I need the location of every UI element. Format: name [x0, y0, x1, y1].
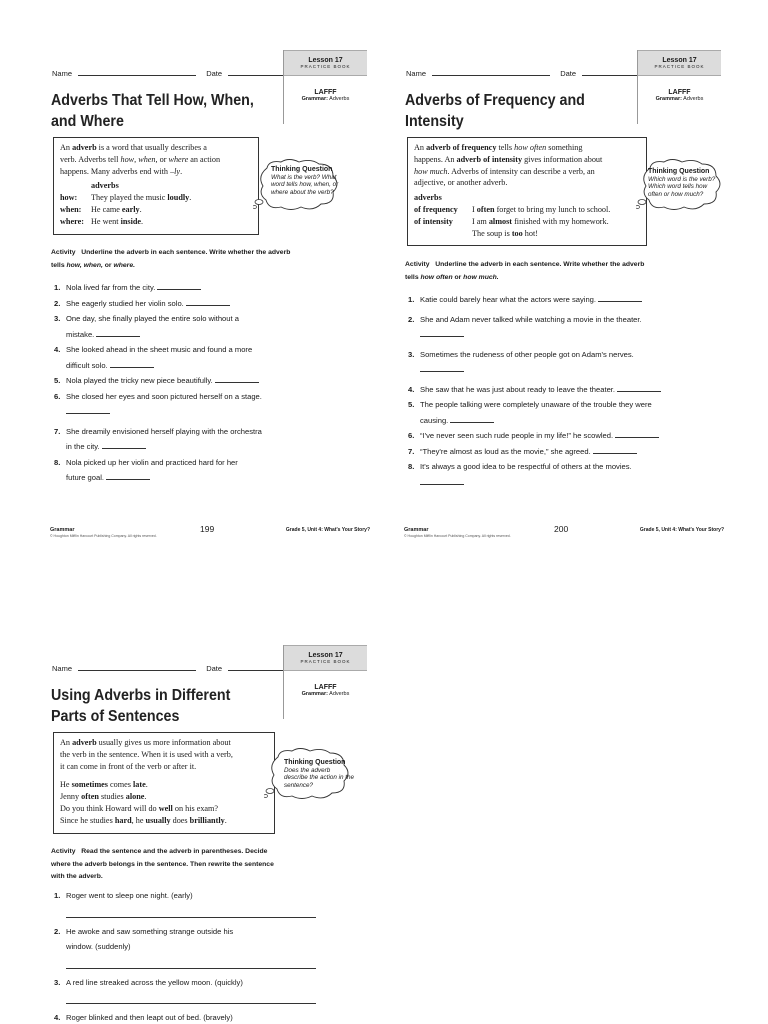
list-item: 3. One day, she finally played the entire solo without a mistake. — [54, 314, 239, 339]
example-row: where: He went inside. — [60, 216, 144, 226]
list-item: 4. Roger blinked and then leapt out of bed. (bravely) — [54, 1013, 233, 1022]
lafff-label: LAFFF — [668, 89, 691, 96]
list-item: 4. She saw that he was just about ready to leave the theater. — [404, 382, 714, 398]
answer-line[interactable] — [66, 904, 316, 918]
thinking-question-bubble — [636, 158, 724, 220]
name-field[interactable] — [78, 69, 196, 76]
list-item: 8. Nola picked up her violin and practiced hard for her future goal. — [54, 457, 238, 482]
answer-blank[interactable] — [598, 294, 642, 302]
list-item: 8. It's always a good idea to be respectful of others at the movies. — [404, 459, 714, 490]
thinking-question-text: What is the verb? What word tells how, when, or where about the verb? — [271, 173, 339, 196]
thinking-question-label: Thinking Question — [271, 166, 333, 173]
grammar-topic: Grammar: Adverbs — [301, 691, 350, 697]
practice-book-label: PRACTICE BOOK — [300, 64, 351, 69]
exercise-list — [404, 292, 714, 490]
copyright: © Houghton Mifflin Harcourt Publishing Company. All rights reserved. — [50, 534, 157, 538]
list-item: 4. She looked ahead in the sheet music and found a more difficult solo. — [54, 345, 253, 370]
list-item: 1. Katie could barely hear what the actors were saying. — [404, 292, 714, 308]
page-title: Using Adverbs in Different Parts of Sentences — [51, 687, 231, 725]
list-item: 7. “They're almost as loud as the movie,” she agreed. — [404, 444, 714, 460]
lafff-label: LAFFF — [314, 684, 337, 691]
list-item: 2. He awoke and saw something strange outside his window. (suddenly) — [50, 924, 320, 969]
footer-grade: Grade 5, Unit 4: What's Your Story? — [285, 527, 370, 533]
list-item: 3. Sometimes the rudeness of other people got on Adam's nerves. — [404, 347, 714, 378]
lesson-number: Lesson 17 — [308, 57, 343, 64]
thinking-question-text: Which word is the verb? Which word tells how often or how much? — [648, 175, 716, 198]
list-item: 5. Nola played the tricky new piece beautifully. — [50, 373, 290, 389]
answer-blank[interactable] — [420, 329, 464, 337]
worksheet-page-200 — [404, 50, 724, 538]
answer-blank[interactable] — [186, 298, 230, 306]
name-date-line — [406, 69, 648, 78]
worksheet-page-201 — [50, 645, 370, 1024]
page-title: Adverbs That Tell How, When, and Where — [51, 92, 254, 130]
activity-instructions: Activity Underline the adverb in each sentence. Write whether the adverb tells how often or how much. — [405, 261, 645, 281]
answer-blank[interactable] — [157, 282, 201, 290]
answer-blank[interactable] — [593, 446, 637, 454]
grammar-topic: Grammar: Adverbs — [655, 96, 704, 102]
answer-blank[interactable] — [96, 329, 140, 337]
exercise-list — [50, 280, 290, 486]
grammar-topic: Grammar: Adverbs — [301, 96, 350, 102]
list-item: 5. The people talking were completely unaware of the trouble they were causing. — [408, 400, 652, 425]
name-label: Name — [406, 69, 427, 78]
rule-box: An adverb usually gives us more information about the verb in the sentence. When it is used with a verb, it can come in front of the verb or after it. He sometimes comes late. Jenny often studies alone. Do you think Howard will do well on his exam? Since he studies hard, he usually does brilliantly. — [53, 732, 275, 834]
list-item: 2. She and Adam never talked while watching a movie in the theater. — [404, 312, 714, 343]
worksheet-page-199 — [50, 50, 370, 538]
answer-blank[interactable] — [420, 364, 464, 372]
thinking-question-bubble — [264, 747, 355, 809]
name-date-line — [52, 69, 294, 78]
answer-blank[interactable] — [102, 441, 146, 449]
lesson-tab — [637, 50, 721, 124]
page-number: 199 — [200, 524, 215, 534]
date-label: Date — [206, 664, 223, 673]
practice-book-label: PRACTICE BOOK — [300, 659, 351, 664]
lesson-number: Lesson 17 — [662, 57, 697, 64]
list-item: 3. A red line streaked across the yellow moon. (quickly) — [50, 975, 320, 1005]
answer-blank[interactable] — [110, 360, 154, 368]
list-item: 1. Roger went to sleep one night. (early) — [50, 888, 320, 918]
date-label: Date — [206, 69, 223, 78]
page-number: 200 — [554, 524, 569, 534]
copyright: © Houghton Mifflin Harcourt Publishing Company. All rights reserved. — [404, 534, 511, 538]
thinking-question-label: Thinking Question — [284, 759, 346, 766]
example-header: adverbs — [91, 181, 119, 191]
list-item: 2. She eagerly studied her violin solo. — [50, 296, 290, 312]
answer-blank[interactable] — [420, 477, 464, 485]
answer-blank[interactable] — [615, 430, 659, 438]
footer-subject: Grammar — [404, 527, 429, 533]
activity-instructions: Activity Underline the adverb in each sentence. Write whether the adverb tells how, when, or where. — [51, 249, 291, 269]
thinking-question-text: Does the adverb describe the action in the sentence? — [284, 766, 355, 789]
example-row: when: He came early. — [60, 204, 142, 214]
answer-blank[interactable] — [617, 384, 661, 392]
page-title: Adverbs of Frequency and Intensity — [405, 92, 585, 130]
name-label: Name — [52, 69, 73, 78]
lafff-label: LAFFF — [314, 89, 337, 96]
practice-book-label: PRACTICE BOOK — [654, 64, 705, 69]
list-item: 1. Nola lived far from the city. — [50, 280, 290, 296]
activity-instructions: Activity Read the sentence and the adverb in parentheses. Decide where the adverb belongs in the sentence. Then rewrite the sentence with the adverb. — [51, 848, 274, 880]
answer-blank[interactable] — [106, 472, 150, 480]
name-label: Name — [52, 664, 73, 673]
list-item: 6. She closed her eyes and soon pictured herself on a stage. — [50, 389, 290, 420]
rule-box: An adverb of frequency tells how often something happens. An adverb of intensity gives information about how much. Adverbs of intensity can describe a verb, an adjective, or another adverb. adverbs of frequency I often forget to bring my lunch to school. of intensity I am almost finished with my homework. The soup is too hot! — [407, 137, 647, 246]
answer-blank[interactable] — [215, 375, 259, 383]
date-label: Date — [560, 69, 577, 78]
answer-blank[interactable] — [450, 415, 494, 423]
thinking-question-label: Thinking Question — [648, 168, 710, 175]
answer-blank[interactable] — [66, 406, 110, 414]
list-item: 7. She dreamily envisioned herself playing with the orchestra in the city. — [54, 426, 262, 451]
name-date-line — [52, 664, 294, 673]
name-field[interactable] — [78, 664, 196, 671]
example-row: how: They played the music loudly. — [60, 193, 192, 203]
answer-line[interactable] — [66, 990, 316, 1004]
footer-grade: Grade 5, Unit 4: What's Your Story? — [639, 527, 724, 533]
lesson-tab — [283, 645, 367, 719]
thinking-question-bubble — [253, 158, 341, 220]
exercise-list — [50, 888, 320, 1024]
list-item: 6. “I've never seen such rude people in my life!” he scowled. — [404, 428, 714, 444]
lesson-tab — [283, 50, 367, 124]
answer-line[interactable] — [66, 955, 316, 969]
footer-subject: Grammar — [50, 527, 75, 533]
lesson-number: Lesson 17 — [308, 652, 343, 659]
rule-box: An adverb is a word that usually describes a verb. Adverbs tell how, when, or where an action happens. Many adverbs end with –ly. adverbs how: They played the music loudly. when: He came early. where: He went inside. — [53, 137, 259, 235]
name-field[interactable] — [432, 69, 550, 76]
